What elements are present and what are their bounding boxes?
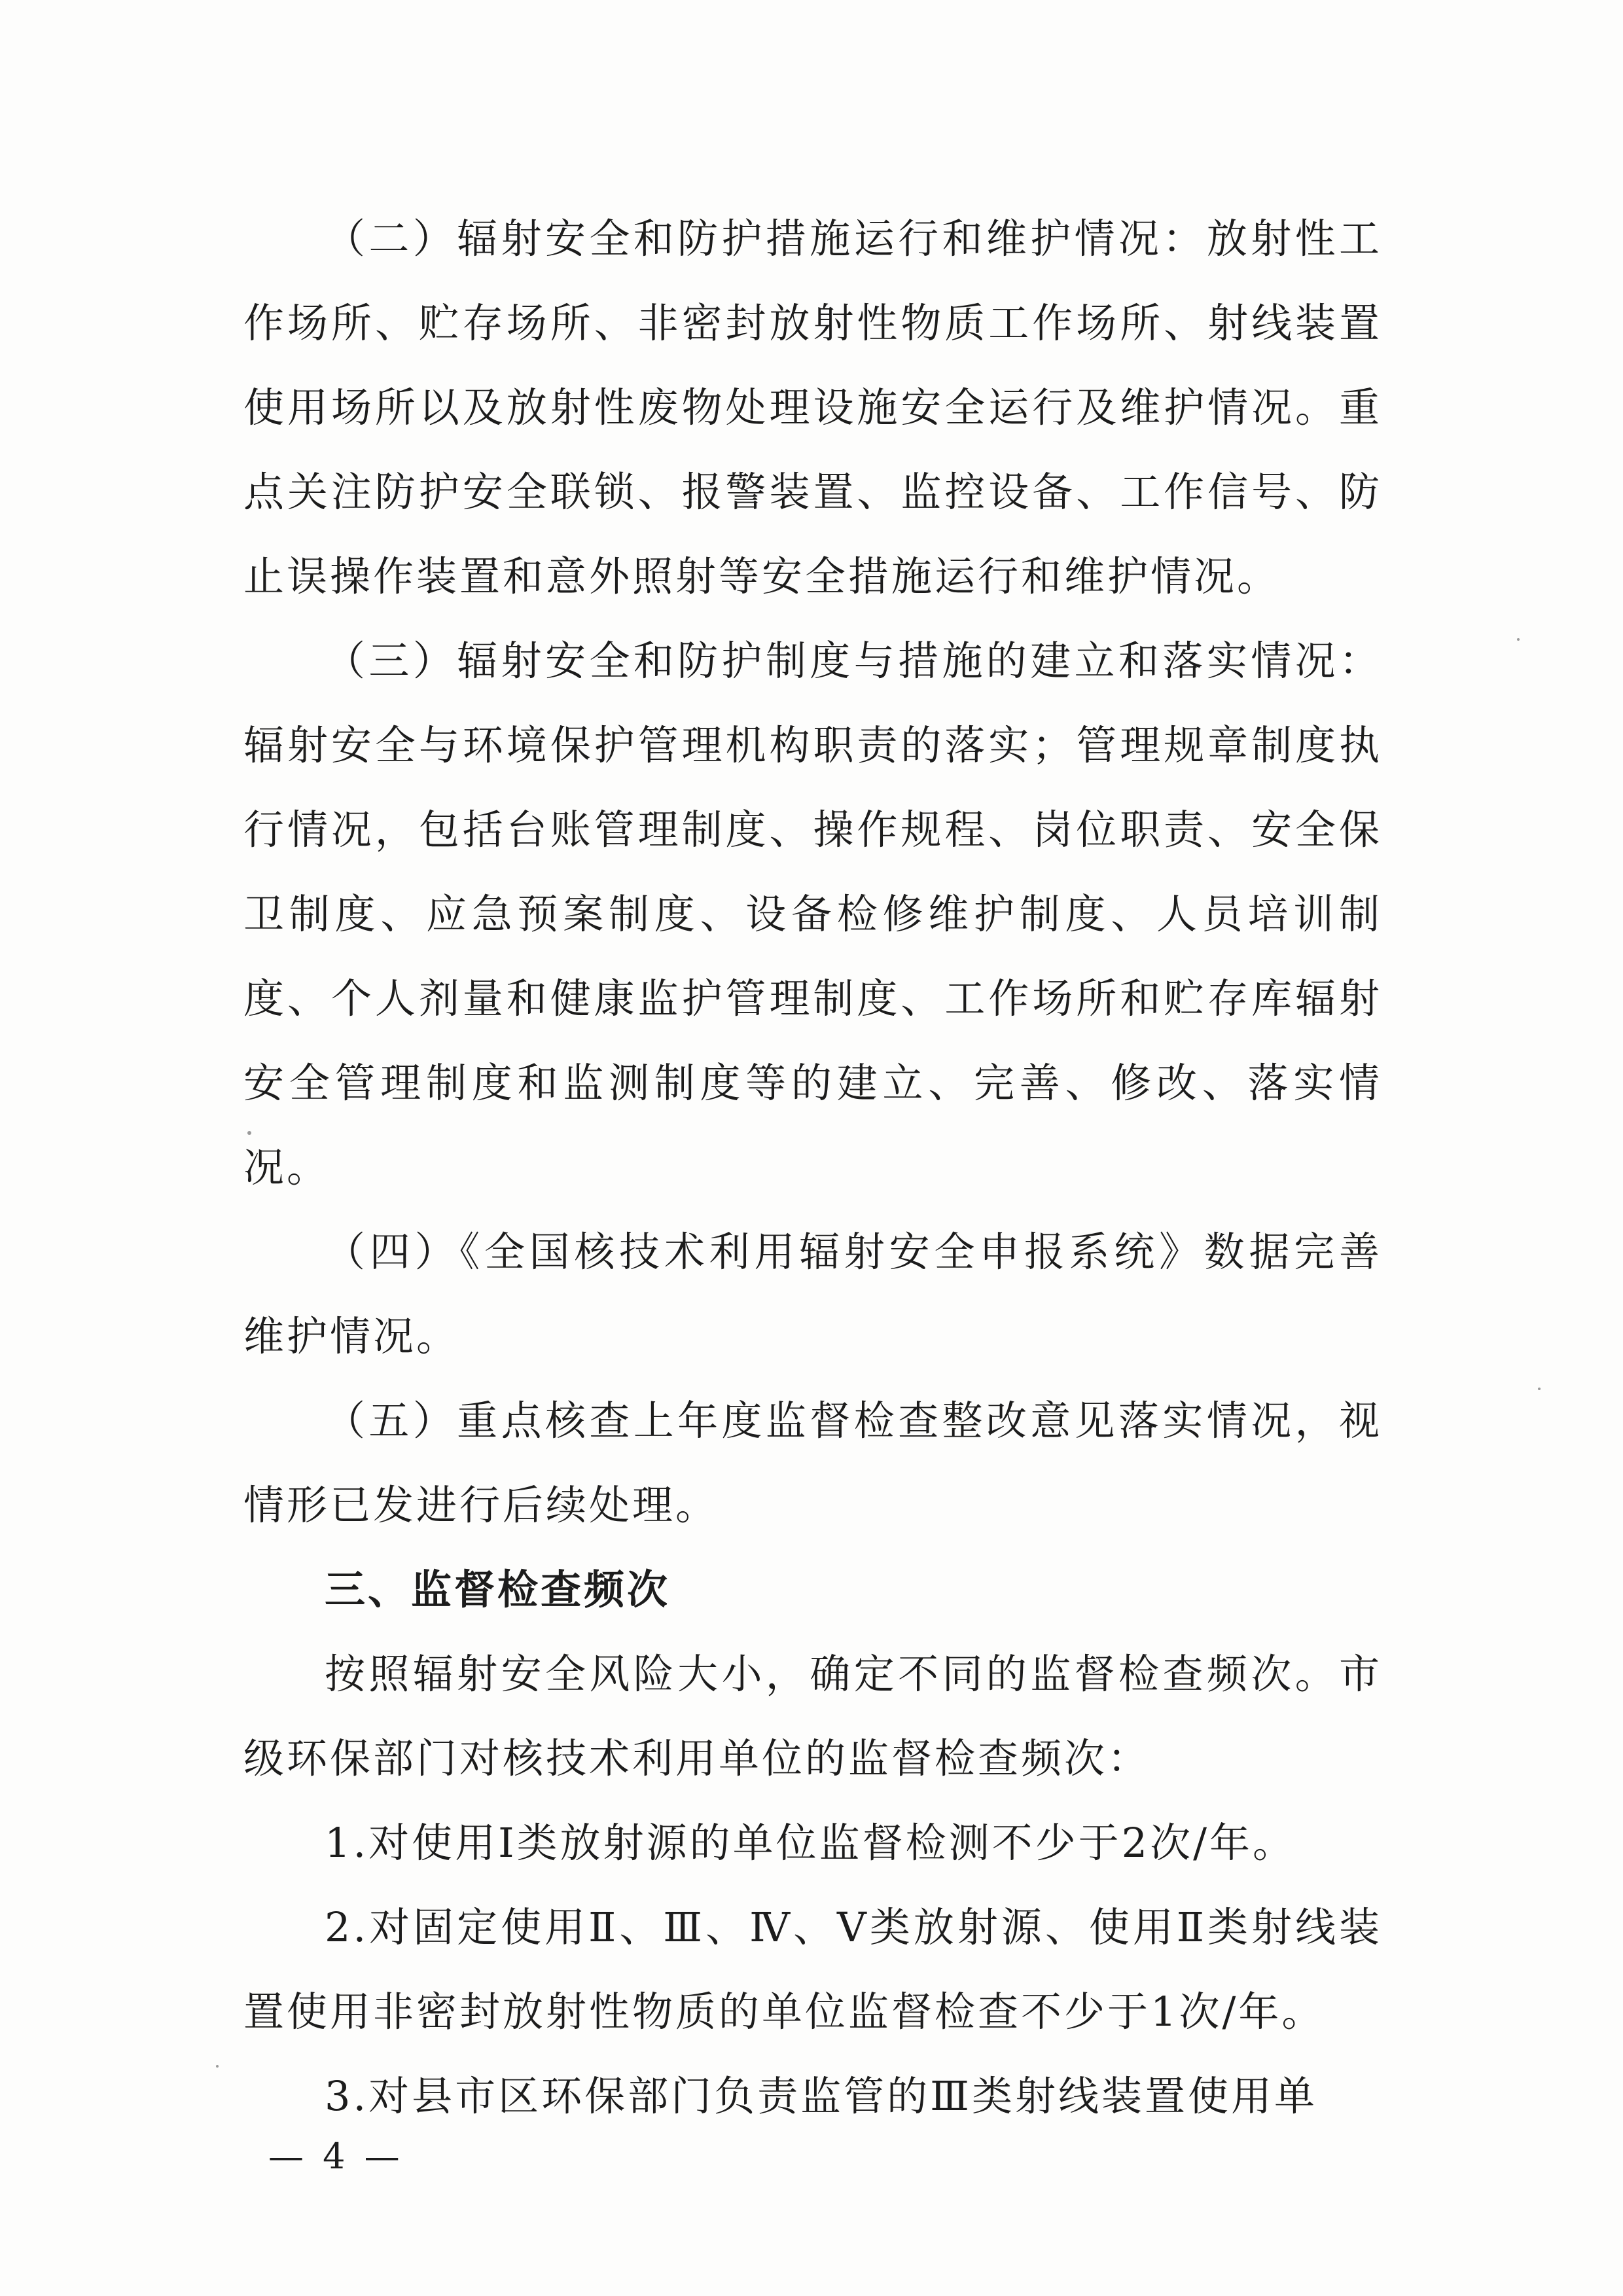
list-item-class-1-sources: 1.对使用Ⅰ类放射源的单位监督检测不少于2次/年。 [325, 1819, 1296, 1867]
list-item-class-3-devices: 3.对县市区环保部门负责监管的Ⅲ类射线装置使用单 [325, 2072, 1317, 2120]
section-heading-inspection-frequency: 三、监督检查频次 [325, 1566, 671, 1613]
list-item-class-2-5-sources: 2.对固定使用Ⅱ、Ⅲ、Ⅳ、Ⅴ类放射源、使用Ⅱ类射线装置使用非密封放射性物质的单位监督检查不少于1次/年。 [243, 1903, 1382, 2036]
paragraph-radiation-safety-systems: （三）辐射安全和防护制度与措施的建立和落实情况：辐射安全与环境保护管理机构职责的落实；管理规章制度执行情况，包括台账管理制度、操作规程、岗位职责、安全保卫制度、应急预案制度、设备检修维护制度、人员培训制度、个人剂量和健康监护管理制度、工作场所和贮存库辐射安全管理制度和监测制度等的建立、完善、修改、落实情况。 [243, 637, 1382, 1191]
scan-speck [1517, 638, 1520, 641]
paragraph-declaration-system: （四）《全国核技术利用辐射安全申报系统》数据完善维护情况。 [243, 1228, 1382, 1360]
document-body [243, 196, 1382, 2138]
scan-speck [216, 2065, 219, 2068]
page-number: — 4 — [268, 2136, 404, 2177]
scan-speck [247, 1131, 251, 1135]
paragraph-rectification-check: （五）重点核查上年度监督检查整改意见落实情况，视情形已发进行后续处理。 [243, 1397, 1382, 1529]
paragraph-frequency-intro: 按照辐射安全风险大小，确定不同的监督检查频次。市级环保部门对核技术利用单位的监督检查频次： [243, 1650, 1382, 1782]
scan-speck [1538, 1388, 1541, 1390]
paragraph-radiation-protection-measures: （二）辐射安全和防护措施运行和维护情况：放射性工作场所、贮存场所、非密封放射性物质工作场所、射线装置使用场所以及放射性废物处理设施安全运行及维护情况。重点关注防护安全联锁、报警装置、监控设备、工作信号、防止误操作装置和意外照射等安全措施运行和维护情况。 [243, 215, 1382, 600]
